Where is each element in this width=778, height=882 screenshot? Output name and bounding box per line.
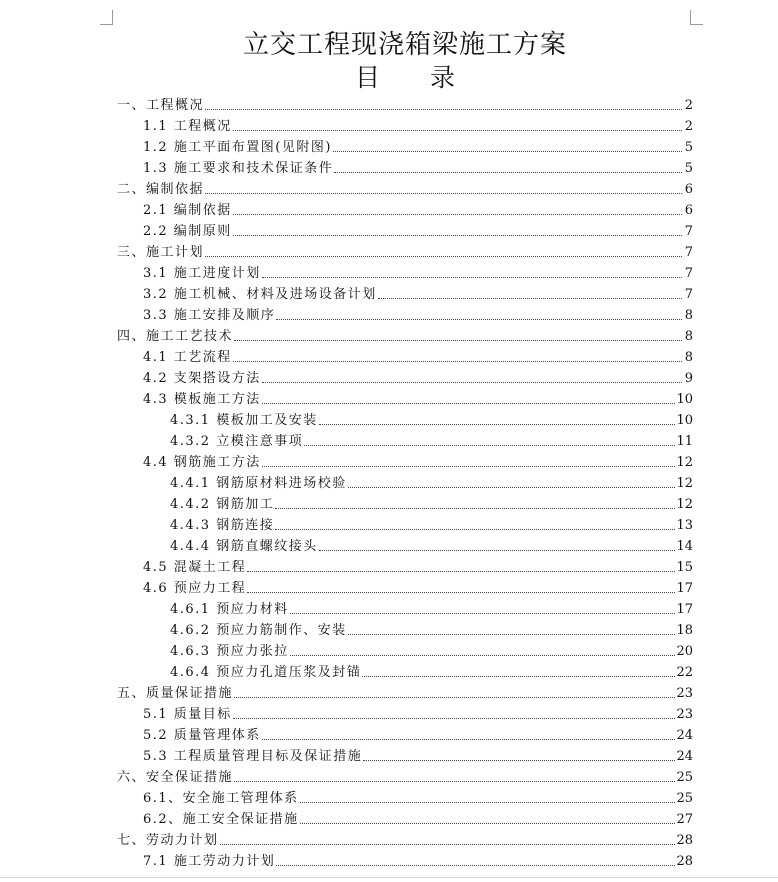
toc-entry[interactable]	[143, 198, 693, 219]
toc-dot-leader	[290, 655, 676, 656]
toc-entry[interactable]	[143, 366, 693, 387]
toc-entry[interactable]	[143, 744, 693, 765]
toc-page-number: 17	[676, 581, 693, 596]
toc-entry-text: 七、劳动力计划	[117, 833, 219, 848]
toc-page-number: 2	[684, 119, 693, 134]
toc-page-number: 28	[676, 854, 693, 869]
toc-entry[interactable]	[170, 534, 693, 555]
toc-dot-leader	[319, 424, 676, 425]
toc-entry-text: 二、编制依据	[117, 182, 205, 197]
toc-entry-text: 2.1 编制依据	[143, 203, 232, 218]
toc-page-number: 28	[676, 833, 693, 848]
toc-page-number: 13	[676, 518, 693, 533]
toc-entry-text: 1.3 施工要求和技术保证条件	[143, 161, 334, 176]
toc-dot-leader	[247, 571, 675, 572]
toc-dot-leader	[205, 109, 682, 110]
toc-page-number: 8	[684, 350, 693, 365]
toc-entry-text: 6.1、安全施工管理体系	[143, 791, 299, 806]
toc-entry-text: 三、施工计划	[117, 245, 205, 260]
toc-dot-leader	[233, 130, 682, 131]
toc-entry-text: 4.4.4 钢筋直螺纹接头	[170, 539, 318, 554]
toc-entry[interactable]	[170, 618, 693, 639]
toc-entry[interactable]	[143, 219, 693, 240]
toc-entry-text: 4.3.1 模板加工及安装	[170, 413, 318, 428]
toc-entry-text: 六、安全保证措施	[117, 770, 234, 785]
toc-dot-leader	[348, 487, 676, 488]
toc-entry[interactable]	[143, 576, 693, 597]
toc-page-number: 12	[676, 476, 693, 491]
toc-entry[interactable]	[170, 660, 693, 681]
toc-entry[interactable]	[170, 639, 693, 660]
toc-dot-leader	[275, 508, 675, 509]
margin-corner-mark-top-right	[690, 10, 703, 25]
toc-entry[interactable]	[170, 597, 693, 618]
toc-entry-text: 5.3 工程质量管理目标及保证措施	[143, 749, 363, 764]
toc-entry[interactable]	[117, 240, 693, 261]
toc-dot-leader	[262, 739, 676, 740]
toc-page-number: 5	[684, 140, 693, 155]
toc-dot-leader	[276, 865, 675, 866]
toc-dot-leader	[262, 277, 682, 278]
toc-page-number: 7	[684, 245, 693, 260]
toc-entry-text: 4.4 钢筋施工方法	[143, 455, 261, 470]
toc-entry[interactable]	[170, 429, 693, 450]
toc-entry-text: 4.3.2 立模注意事项	[170, 434, 304, 449]
toc-page-number: 7	[684, 266, 693, 281]
toc-entry[interactable]	[143, 450, 693, 471]
toc-dot-leader	[334, 172, 682, 173]
toc-entry-text: 7.1 施工劳动力计划	[143, 854, 276, 869]
toc-entry-text: 4.4.2 钢筋加工	[170, 497, 275, 512]
toc-entry-text: 3.1 施工进度计划	[143, 266, 261, 281]
toc-entry[interactable]	[170, 471, 693, 492]
toc-entry-text: 4.6.2 预应力筋制作、安装	[170, 623, 347, 638]
toc-dot-leader	[234, 781, 675, 782]
toc-entry-text: 一、工程概况	[117, 98, 205, 113]
toc-entry-text: 五、质量保证措施	[117, 686, 234, 701]
toc-entry-text: 4.4.3 钢筋连接	[170, 518, 275, 533]
toc-page-number: 7	[684, 287, 693, 302]
toc-entry[interactable]	[143, 723, 693, 744]
toc-dot-leader	[234, 697, 675, 698]
toc-entry-text: 4.6 预应力工程	[143, 581, 247, 596]
toc-entry[interactable]	[170, 492, 693, 513]
toc-entry[interactable]	[143, 114, 693, 135]
document-title: 立交工程现浇箱梁施工方案	[242, 30, 567, 60]
toc-page-number: 2	[684, 98, 693, 113]
toc-page-number: 18	[676, 623, 693, 638]
toc-entry-text: 4.6.3 预应力张拉	[170, 644, 289, 659]
toc-page-number: 8	[684, 308, 693, 323]
toc-entry[interactable]	[143, 555, 693, 576]
toc-dot-leader	[233, 214, 682, 215]
toc-entry-text: 4.2 支架搭设方法	[143, 371, 261, 386]
toc-entry-text: 1.2 施工平面布置图(见附图)	[143, 140, 332, 155]
toc-dot-leader	[300, 823, 676, 824]
toc-dot-leader	[290, 613, 676, 614]
toc-entry[interactable]	[117, 324, 693, 345]
toc-dot-leader	[205, 193, 682, 194]
toc-entry-text: 5.1 质量目标	[143, 707, 232, 722]
toc-dot-leader	[363, 760, 675, 761]
toc-entry-text: 5.2 质量管理体系	[143, 728, 261, 743]
toc-page-number: 23	[676, 707, 693, 722]
toc-page-number: 14	[676, 539, 693, 554]
toc-page-number: 9	[684, 371, 693, 386]
toc-entry-text: 4.3 模板施工方法	[143, 392, 261, 407]
toc-page-number: 12	[676, 497, 693, 512]
toc-entry-text: 4.1 工艺流程	[143, 350, 232, 365]
toc-entry[interactable]	[143, 849, 693, 870]
toc-page-number: 5	[684, 161, 693, 176]
toc-dot-leader	[205, 256, 682, 257]
toc-page-number: 12	[676, 455, 693, 470]
toc-page-number: 17	[676, 602, 693, 617]
toc-entry[interactable]	[143, 156, 693, 177]
page-bottom-edge	[0, 877, 778, 878]
toc-page-number: 8	[684, 329, 693, 344]
toc-dot-leader	[304, 445, 675, 446]
toc-dot-leader	[233, 361, 682, 362]
toc-dot-leader	[362, 676, 675, 677]
toc-entry-text: 6.2、施工安全保证措施	[143, 812, 299, 827]
toc-dot-leader	[247, 592, 675, 593]
toc-page-number: 6	[684, 203, 693, 218]
toc-entry[interactable]	[170, 408, 693, 429]
toc-dot-leader	[276, 319, 682, 320]
toc-dot-leader	[319, 550, 676, 551]
toc-dot-leader	[300, 802, 676, 803]
toc-dot-leader	[233, 718, 676, 719]
toc-page-number: 20	[676, 644, 693, 659]
toc-heading: 目 录	[354, 63, 455, 92]
toc-entry-text: 3.2 施工机械、材料及进场设备计划	[143, 287, 377, 302]
toc-entry-text: 1.1 工程概况	[143, 119, 232, 134]
toc-page-number: 23	[676, 686, 693, 701]
toc-dot-leader	[262, 382, 682, 383]
toc-dot-leader	[275, 529, 675, 530]
toc-dot-leader	[262, 403, 676, 404]
toc-entry-text: 4.5 混凝土工程	[143, 560, 247, 575]
toc-page-number: 10	[676, 413, 693, 428]
toc-entry[interactable]	[143, 786, 693, 807]
toc-entry-text: 4.4.1 钢筋原材料进场校验	[170, 476, 347, 491]
toc-entry[interactable]	[143, 303, 693, 324]
toc-entry[interactable]	[117, 828, 693, 849]
toc-page-number: 6	[684, 182, 693, 197]
toc-entry[interactable]	[143, 261, 693, 282]
toc-entry[interactable]	[143, 387, 693, 408]
toc-page-number: 24	[676, 749, 693, 764]
toc-entry[interactable]	[143, 135, 693, 156]
toc-entry[interactable]	[143, 282, 693, 303]
toc-page-number: 11	[676, 434, 693, 449]
toc-page-number: 25	[676, 770, 693, 785]
toc-entry-text: 2.2 编制原则	[143, 224, 232, 239]
margin-corner-mark-top-left	[100, 10, 113, 25]
toc-entry-text: 4.6.1 预应力材料	[170, 602, 289, 617]
toc-page-number: 25	[676, 791, 693, 806]
toc-page-number: 22	[676, 665, 693, 680]
toc-dot-leader	[262, 466, 676, 467]
toc-entry[interactable]	[143, 807, 693, 828]
toc-entry[interactable]	[143, 345, 693, 366]
toc-dot-leader	[378, 298, 682, 299]
toc-entry-text: 4.6.4 预应力孔道压浆及封锚	[170, 665, 362, 680]
toc-entry[interactable]	[117, 681, 693, 702]
toc-dot-leader	[348, 634, 676, 635]
toc-entry[interactable]	[117, 93, 693, 114]
toc-dot-leader	[333, 151, 682, 152]
toc-entry[interactable]	[117, 177, 693, 198]
toc-page-number: 10	[676, 392, 693, 407]
toc-entry[interactable]	[170, 513, 693, 534]
toc-dot-leader	[234, 340, 682, 341]
toc-page-number: 15	[676, 560, 693, 575]
toc-page-number: 24	[676, 728, 693, 743]
toc-entry[interactable]	[117, 765, 693, 786]
toc-dot-leader	[220, 844, 676, 845]
toc-entry-text: 四、施工工艺技术	[117, 329, 234, 344]
toc-page-number: 7	[684, 224, 693, 239]
toc-page-number: 27	[676, 812, 693, 827]
toc-entry-text: 3.3 施工安排及顺序	[143, 308, 276, 323]
toc-dot-leader	[233, 235, 682, 236]
toc-entry[interactable]	[143, 702, 693, 723]
